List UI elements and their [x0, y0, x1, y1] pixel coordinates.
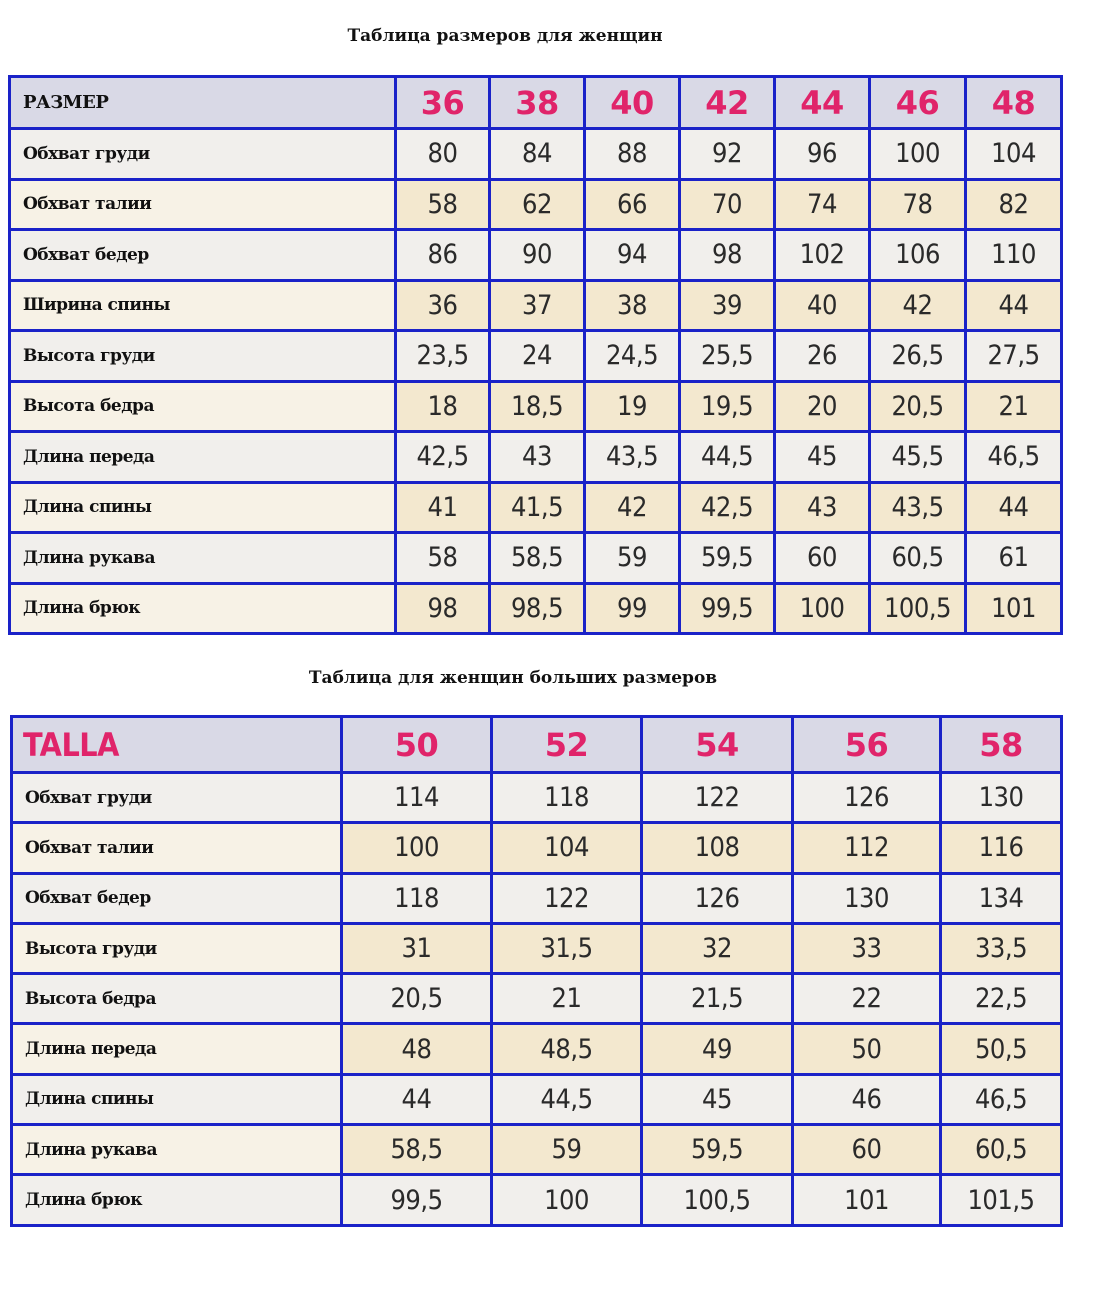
size-header-cell: 48 — [966, 77, 1062, 129]
measurement-value: 99 — [585, 583, 680, 634]
measurement-value: 58 — [396, 533, 490, 584]
measurement-value: 20,5 — [342, 974, 492, 1024]
measurement-value: 37 — [490, 280, 585, 331]
measurement-value: 94 — [585, 230, 680, 281]
measurement-value: 26,5 — [870, 331, 966, 382]
size-header-cell: 40 — [585, 77, 680, 129]
measurement-label: Обхват груди — [12, 773, 342, 823]
measurement-label: Длина спины — [10, 482, 396, 533]
measurement-value: 101 — [793, 1175, 941, 1225]
table-row — [12, 974, 1062, 1024]
measurement-value: 44,5 — [492, 1074, 642, 1124]
measurement-label: Обхват талии — [12, 823, 342, 873]
measurement-value: 59,5 — [642, 1125, 793, 1175]
measurement-value: 116 — [941, 823, 1062, 873]
size-header-cell: 46 — [870, 77, 966, 129]
measurement-value: 18,5 — [490, 381, 585, 432]
measurement-value: 59 — [585, 533, 680, 584]
measurement-value: 58,5 — [490, 533, 585, 584]
measurement-value: 61 — [966, 533, 1062, 584]
measurement-value: 19,5 — [680, 381, 775, 432]
measurement-value: 104 — [966, 129, 1062, 180]
measurement-value: 46,5 — [941, 1074, 1062, 1124]
measurement-value: 40 — [775, 280, 870, 331]
table-row — [12, 1024, 1062, 1074]
table-title-women: Таблица размеров для женщин — [347, 26, 663, 46]
measurement-value: 48 — [342, 1024, 492, 1074]
table-row — [10, 583, 1062, 634]
table-row — [10, 230, 1062, 281]
measurement-value: 44 — [966, 482, 1062, 533]
measurement-label: Длина спины — [12, 1074, 342, 1124]
size-table-plus-size — [10, 715, 1063, 1227]
measurement-value: 106 — [870, 230, 966, 281]
measurement-value: 26 — [775, 331, 870, 382]
measurement-label: Высота груди — [12, 923, 342, 973]
measurement-value: 22,5 — [941, 974, 1062, 1024]
measurement-value: 42 — [870, 280, 966, 331]
table-row — [10, 482, 1062, 533]
measurement-value: 126 — [793, 773, 941, 823]
size-header-cell: 44 — [775, 77, 870, 129]
measurement-value: 39 — [680, 280, 775, 331]
measurement-value: 44,5 — [680, 432, 775, 483]
measurement-value: 100 — [492, 1175, 642, 1225]
measurement-value: 58 — [396, 179, 490, 230]
table-row — [10, 432, 1062, 483]
measurement-value: 101 — [966, 583, 1062, 634]
measurement-value: 66 — [585, 179, 680, 230]
measurement-value: 25,5 — [680, 331, 775, 382]
measurement-value: 118 — [342, 873, 492, 923]
table-row — [12, 923, 1062, 973]
table-row — [10, 533, 1062, 584]
table-row — [12, 1175, 1062, 1225]
measurement-value: 62 — [490, 179, 585, 230]
measurement-value: 126 — [642, 873, 793, 923]
measurement-value: 96 — [775, 129, 870, 180]
measurement-value: 82 — [966, 179, 1062, 230]
table-row — [12, 773, 1062, 823]
size-table-women — [8, 75, 1063, 635]
measurement-label: Длина рукава — [12, 1125, 342, 1175]
size-header-cell: 50 — [342, 717, 492, 773]
measurement-value: 33 — [793, 923, 941, 973]
measurement-value: 70 — [680, 179, 775, 230]
measurement-value: 59 — [492, 1125, 642, 1175]
measurement-value: 59,5 — [680, 533, 775, 584]
measurement-value: 102 — [775, 230, 870, 281]
measurement-value: 23,5 — [396, 331, 490, 382]
measurement-value: 46,5 — [966, 432, 1062, 483]
measurement-value: 38 — [585, 280, 680, 331]
measurement-value: 45 — [775, 432, 870, 483]
table-row — [10, 381, 1062, 432]
measurement-value: 42,5 — [396, 432, 490, 483]
measurement-value: 43,5 — [585, 432, 680, 483]
measurement-value: 98 — [680, 230, 775, 281]
measurement-value: 100 — [870, 129, 966, 180]
measurement-value: 41,5 — [490, 482, 585, 533]
measurement-label: Высота груди — [10, 331, 396, 382]
measurement-value: 24 — [490, 331, 585, 382]
measurement-value: 45,5 — [870, 432, 966, 483]
measurement-value: 43 — [490, 432, 585, 483]
measurement-value: 100 — [775, 583, 870, 634]
size-header-cell: 52 — [492, 717, 642, 773]
measurement-value: 58,5 — [342, 1125, 492, 1175]
measurement-value: 99,5 — [680, 583, 775, 634]
measurement-value: 86 — [396, 230, 490, 281]
measurement-value: 122 — [492, 873, 642, 923]
measurement-value: 27,5 — [966, 331, 1062, 382]
measurement-value: 42,5 — [680, 482, 775, 533]
table-row — [12, 1074, 1062, 1124]
measurement-value: 98,5 — [490, 583, 585, 634]
measurement-value: 45 — [642, 1074, 793, 1124]
measurement-value: 80 — [396, 129, 490, 180]
table-row — [10, 179, 1062, 230]
measurement-value: 88 — [585, 129, 680, 180]
measurement-value: 44 — [966, 280, 1062, 331]
table-row — [12, 873, 1062, 923]
size-header-cell: 42 — [680, 77, 775, 129]
measurement-value: 60,5 — [941, 1125, 1062, 1175]
measurement-value: 18 — [396, 381, 490, 432]
measurement-value: 22 — [793, 974, 941, 1024]
measurement-label: Обхват груди — [10, 129, 396, 180]
measurement-value: 36 — [396, 280, 490, 331]
measurement-value: 21 — [492, 974, 642, 1024]
measurement-value: 31 — [342, 923, 492, 973]
measurement-value: 100 — [342, 823, 492, 873]
measurement-value: 20,5 — [870, 381, 966, 432]
measurement-value: 49 — [642, 1024, 793, 1074]
measurement-value: 114 — [342, 773, 492, 823]
measurement-label: Длина переда — [10, 432, 396, 483]
measurement-value: 130 — [941, 773, 1062, 823]
header-row — [12, 717, 1062, 773]
measurement-value: 78 — [870, 179, 966, 230]
size-header-cell: 38 — [490, 77, 585, 129]
measurement-value: 19 — [585, 381, 680, 432]
measurement-value: 101,5 — [941, 1175, 1062, 1225]
measurement-value: 98 — [396, 583, 490, 634]
measurement-value: 50,5 — [941, 1024, 1062, 1074]
measurement-value: 134 — [941, 873, 1062, 923]
measurement-value: 46 — [793, 1074, 941, 1124]
header-label: РАЗМЕР — [10, 77, 396, 129]
header-label: TALLA — [12, 717, 342, 773]
measurement-value: 84 — [490, 129, 585, 180]
table-row — [10, 129, 1062, 180]
measurement-value: 74 — [775, 179, 870, 230]
measurement-value: 122 — [642, 773, 793, 823]
measurement-value: 110 — [966, 230, 1062, 281]
measurement-value: 42 — [585, 482, 680, 533]
measurement-value: 100,5 — [870, 583, 966, 634]
measurement-label: Ширина спины — [10, 280, 396, 331]
measurement-value: 60,5 — [870, 533, 966, 584]
measurement-label: Длина рукава — [10, 533, 396, 584]
measurement-value: 60 — [793, 1125, 941, 1175]
measurement-value: 31,5 — [492, 923, 642, 973]
header-row — [10, 77, 1062, 129]
measurement-value: 24,5 — [585, 331, 680, 382]
measurement-value: 130 — [793, 873, 941, 923]
measurement-label: Длина брюк — [10, 583, 396, 634]
measurement-value: 118 — [492, 773, 642, 823]
measurement-value: 20 — [775, 381, 870, 432]
measurement-value: 100,5 — [642, 1175, 793, 1225]
measurement-value: 21,5 — [642, 974, 793, 1024]
size-header-cell: 36 — [396, 77, 490, 129]
table-row — [12, 823, 1062, 873]
size-header-cell: 54 — [642, 717, 793, 773]
measurement-value: 21 — [966, 381, 1062, 432]
measurement-label: Высота бедра — [12, 974, 342, 1024]
measurement-label: Высота бедра — [10, 381, 396, 432]
measurement-value: 108 — [642, 823, 793, 873]
measurement-label: Длина переда — [12, 1024, 342, 1074]
measurement-value: 60 — [775, 533, 870, 584]
table-row — [10, 331, 1062, 382]
measurement-value: 50 — [793, 1024, 941, 1074]
measurement-value: 43,5 — [870, 482, 966, 533]
table-row — [10, 280, 1062, 331]
measurement-value: 104 — [492, 823, 642, 873]
size-header-cell: 56 — [793, 717, 941, 773]
measurement-label: Обхват бедер — [12, 873, 342, 923]
measurement-value: 33,5 — [941, 923, 1062, 973]
measurement-value: 92 — [680, 129, 775, 180]
table-row — [12, 1125, 1062, 1175]
measurement-value: 90 — [490, 230, 585, 281]
measurement-label: Обхват бедер — [10, 230, 396, 281]
measurement-label: Обхват талии — [10, 179, 396, 230]
measurement-value: 99,5 — [342, 1175, 492, 1225]
size-header-cell: 58 — [941, 717, 1062, 773]
measurement-label: Длина брюк — [12, 1175, 342, 1225]
measurement-value: 44 — [342, 1074, 492, 1124]
measurement-value: 32 — [642, 923, 793, 973]
table-title-plus-size: Таблица для женщин больших размеров — [308, 668, 718, 688]
measurement-value: 41 — [396, 482, 490, 533]
measurement-value: 48,5 — [492, 1024, 642, 1074]
measurement-value: 43 — [775, 482, 870, 533]
measurement-value: 112 — [793, 823, 941, 873]
